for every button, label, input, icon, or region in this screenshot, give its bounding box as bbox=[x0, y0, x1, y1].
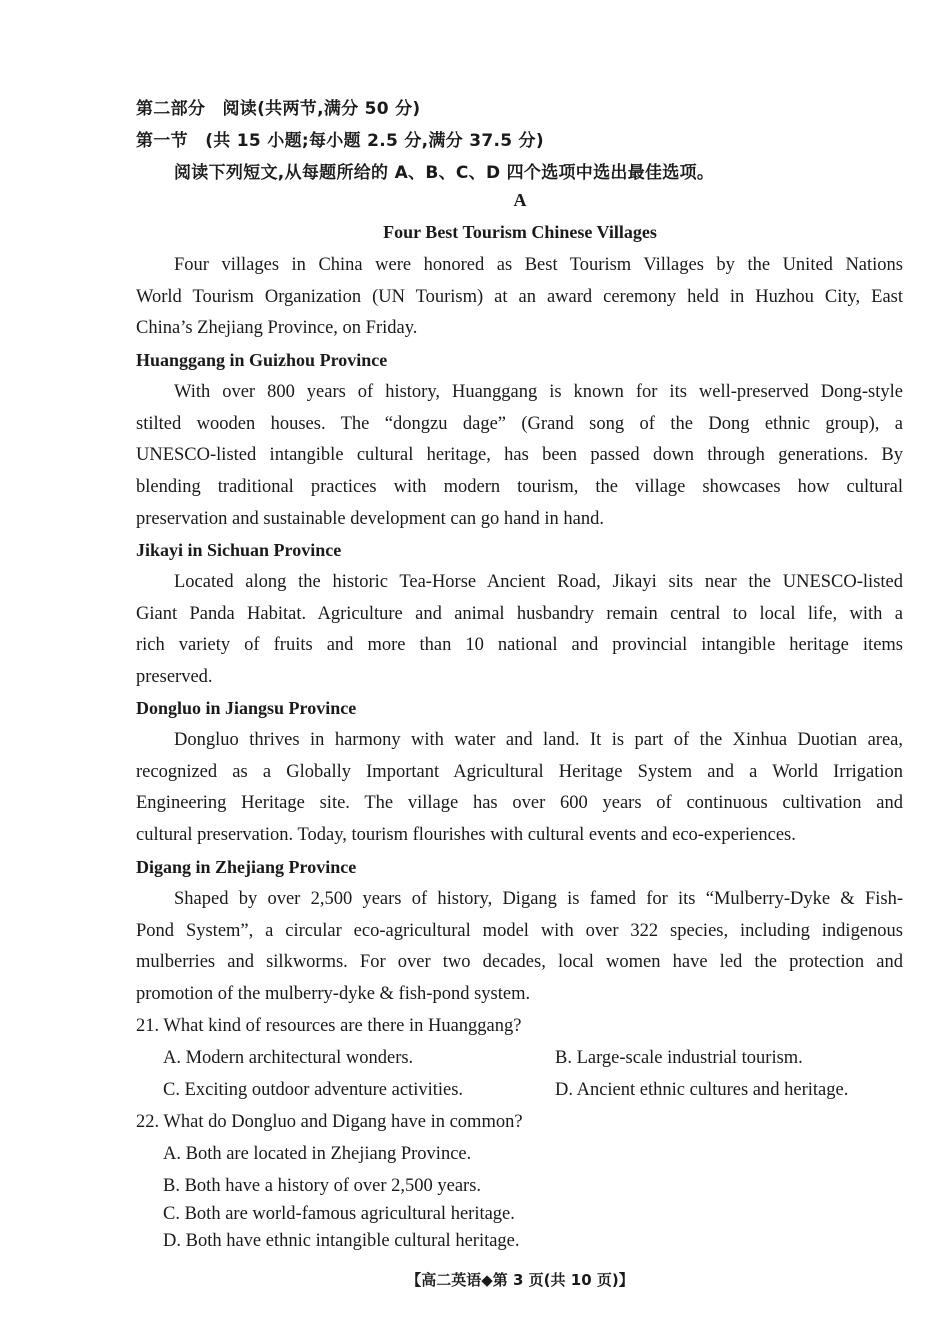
paragraph-line: With over 800 years of history, Huanggang is known for its well-preserved Dong-style bbox=[174, 382, 903, 402]
paragraph-line: preserved. bbox=[136, 667, 213, 688]
question-21-option-d: D. Ancient ethnic cultures and heritage. bbox=[555, 1080, 849, 1100]
intro-line: Four villages in China were honored as Best Tourism Villages by the United Nations bbox=[174, 255, 903, 275]
question-22-option-a: A. Both are located in Zhejiang Province. bbox=[163, 1144, 472, 1164]
paragraph-line: Engineering Heritage site. The village has over 600 years of continuous cultivation and bbox=[136, 793, 903, 814]
question-22-option-c: C. Both are world-famous agricultural heritage. bbox=[163, 1204, 515, 1224]
paragraph-line: rich variety of fruits and more than 10 national and provincial intangible heritage items bbox=[136, 635, 903, 656]
paragraph-line: Dongluo thrives in harmony with water and land. It is part of the Xinhua Duotian area, bbox=[174, 730, 903, 750]
paragraph-dongluo bbox=[136, 725, 903, 852]
question-21-option-b: B. Large-scale industrial tourism. bbox=[555, 1048, 803, 1068]
paragraph-line: blending traditional practices with modern tourism, the village showcases how cultural bbox=[136, 477, 903, 498]
paragraph-line: Shaped by over 2,500 years of history, Digang is famed for its “Mulberry-Dyke & Fish- bbox=[174, 889, 903, 909]
paragraph-line: promotion of the mulberry-dyke & fish-pond system. bbox=[136, 984, 531, 1005]
paragraph-line: recognized as a Globally Important Agricultural Heritage System and a World Irrigation bbox=[136, 761, 903, 782]
question-22-stem: 22. What do Dongluo and Digang have in common? bbox=[136, 1112, 523, 1132]
part-heading: 第二部分 阅读(共两节,满分 50 分) bbox=[136, 99, 421, 119]
paragraph-huanggang bbox=[136, 377, 903, 535]
page-footer: 【高二英语◆第 3 页(共 10 页)】 bbox=[406, 1271, 634, 1289]
paragraph-line: Located along the historic Tea-Horse Ancient Road, Jikayi sits near the UNESCO-listed bbox=[174, 572, 903, 592]
paragraph-line: UNESCO-listed intangible cultural heritage, has been passed down through generations. By bbox=[136, 445, 903, 466]
paragraph-line: preservation and sustainable development can go hand in hand. bbox=[136, 508, 605, 529]
section-heading-huanggang: Huanggang in Guizhou Province bbox=[136, 350, 388, 370]
instruction-text: 阅读下列短文,从每题所给的 A、B、C、D 四个选项中选出最佳选项。 bbox=[174, 163, 715, 183]
paragraph-line: stilted wooden houses. The “dongzu dage” (Grand song of the Dong ethnic group), a bbox=[136, 413, 903, 434]
paragraph-jikayi bbox=[136, 567, 903, 694]
paragraph-line: cultural preservation. Today, tourism flourishes with cultural events and eco-experiences. bbox=[136, 825, 796, 846]
passage-label: A bbox=[513, 190, 527, 210]
question-21-option-c: C. Exciting outdoor adventure activities. bbox=[163, 1080, 464, 1100]
section-heading-digang: Digang in Zhejiang Province bbox=[136, 857, 357, 877]
paragraph-line: mulberries and silkworms. For over two decades, local women have led the protection and bbox=[136, 952, 903, 973]
paragraph-digang bbox=[136, 884, 903, 1011]
section-heading-jikayi: Jikayi in Sichuan Province bbox=[136, 540, 342, 560]
question-21-stem: 21. What kind of resources are there in Huanggang? bbox=[136, 1016, 522, 1036]
section-heading-dongluo: Dongluo in Jiangsu Province bbox=[136, 698, 357, 718]
section-heading: 第一节 (共 15 小题;每小题 2.5 分,满分 37.5 分) bbox=[136, 131, 544, 151]
paragraph-line: Giant Panda Habitat. Agriculture and animal husbandry remain central to local life, with a bbox=[136, 603, 903, 624]
question-21-option-a: A. Modern architectural wonders. bbox=[163, 1048, 414, 1068]
intro-line: China’s Zhejiang Province, on Friday. bbox=[136, 318, 418, 339]
question-22-option-b: B. Both have a history of over 2,500 years. bbox=[163, 1176, 482, 1196]
intro-line: World Tourism Organization (UN Tourism) at an award ceremony held in Huzhou City, East bbox=[136, 286, 903, 307]
intro-paragraph bbox=[136, 250, 903, 345]
paragraph-line: Pond System”, a circular eco-agricultural model with over 322 species, including indigenous bbox=[136, 920, 903, 941]
passage-title: Four Best Tourism Chinese Villages bbox=[383, 222, 657, 242]
question-22-option-d: D. Both have ethnic intangible cultural heritage. bbox=[163, 1231, 520, 1251]
